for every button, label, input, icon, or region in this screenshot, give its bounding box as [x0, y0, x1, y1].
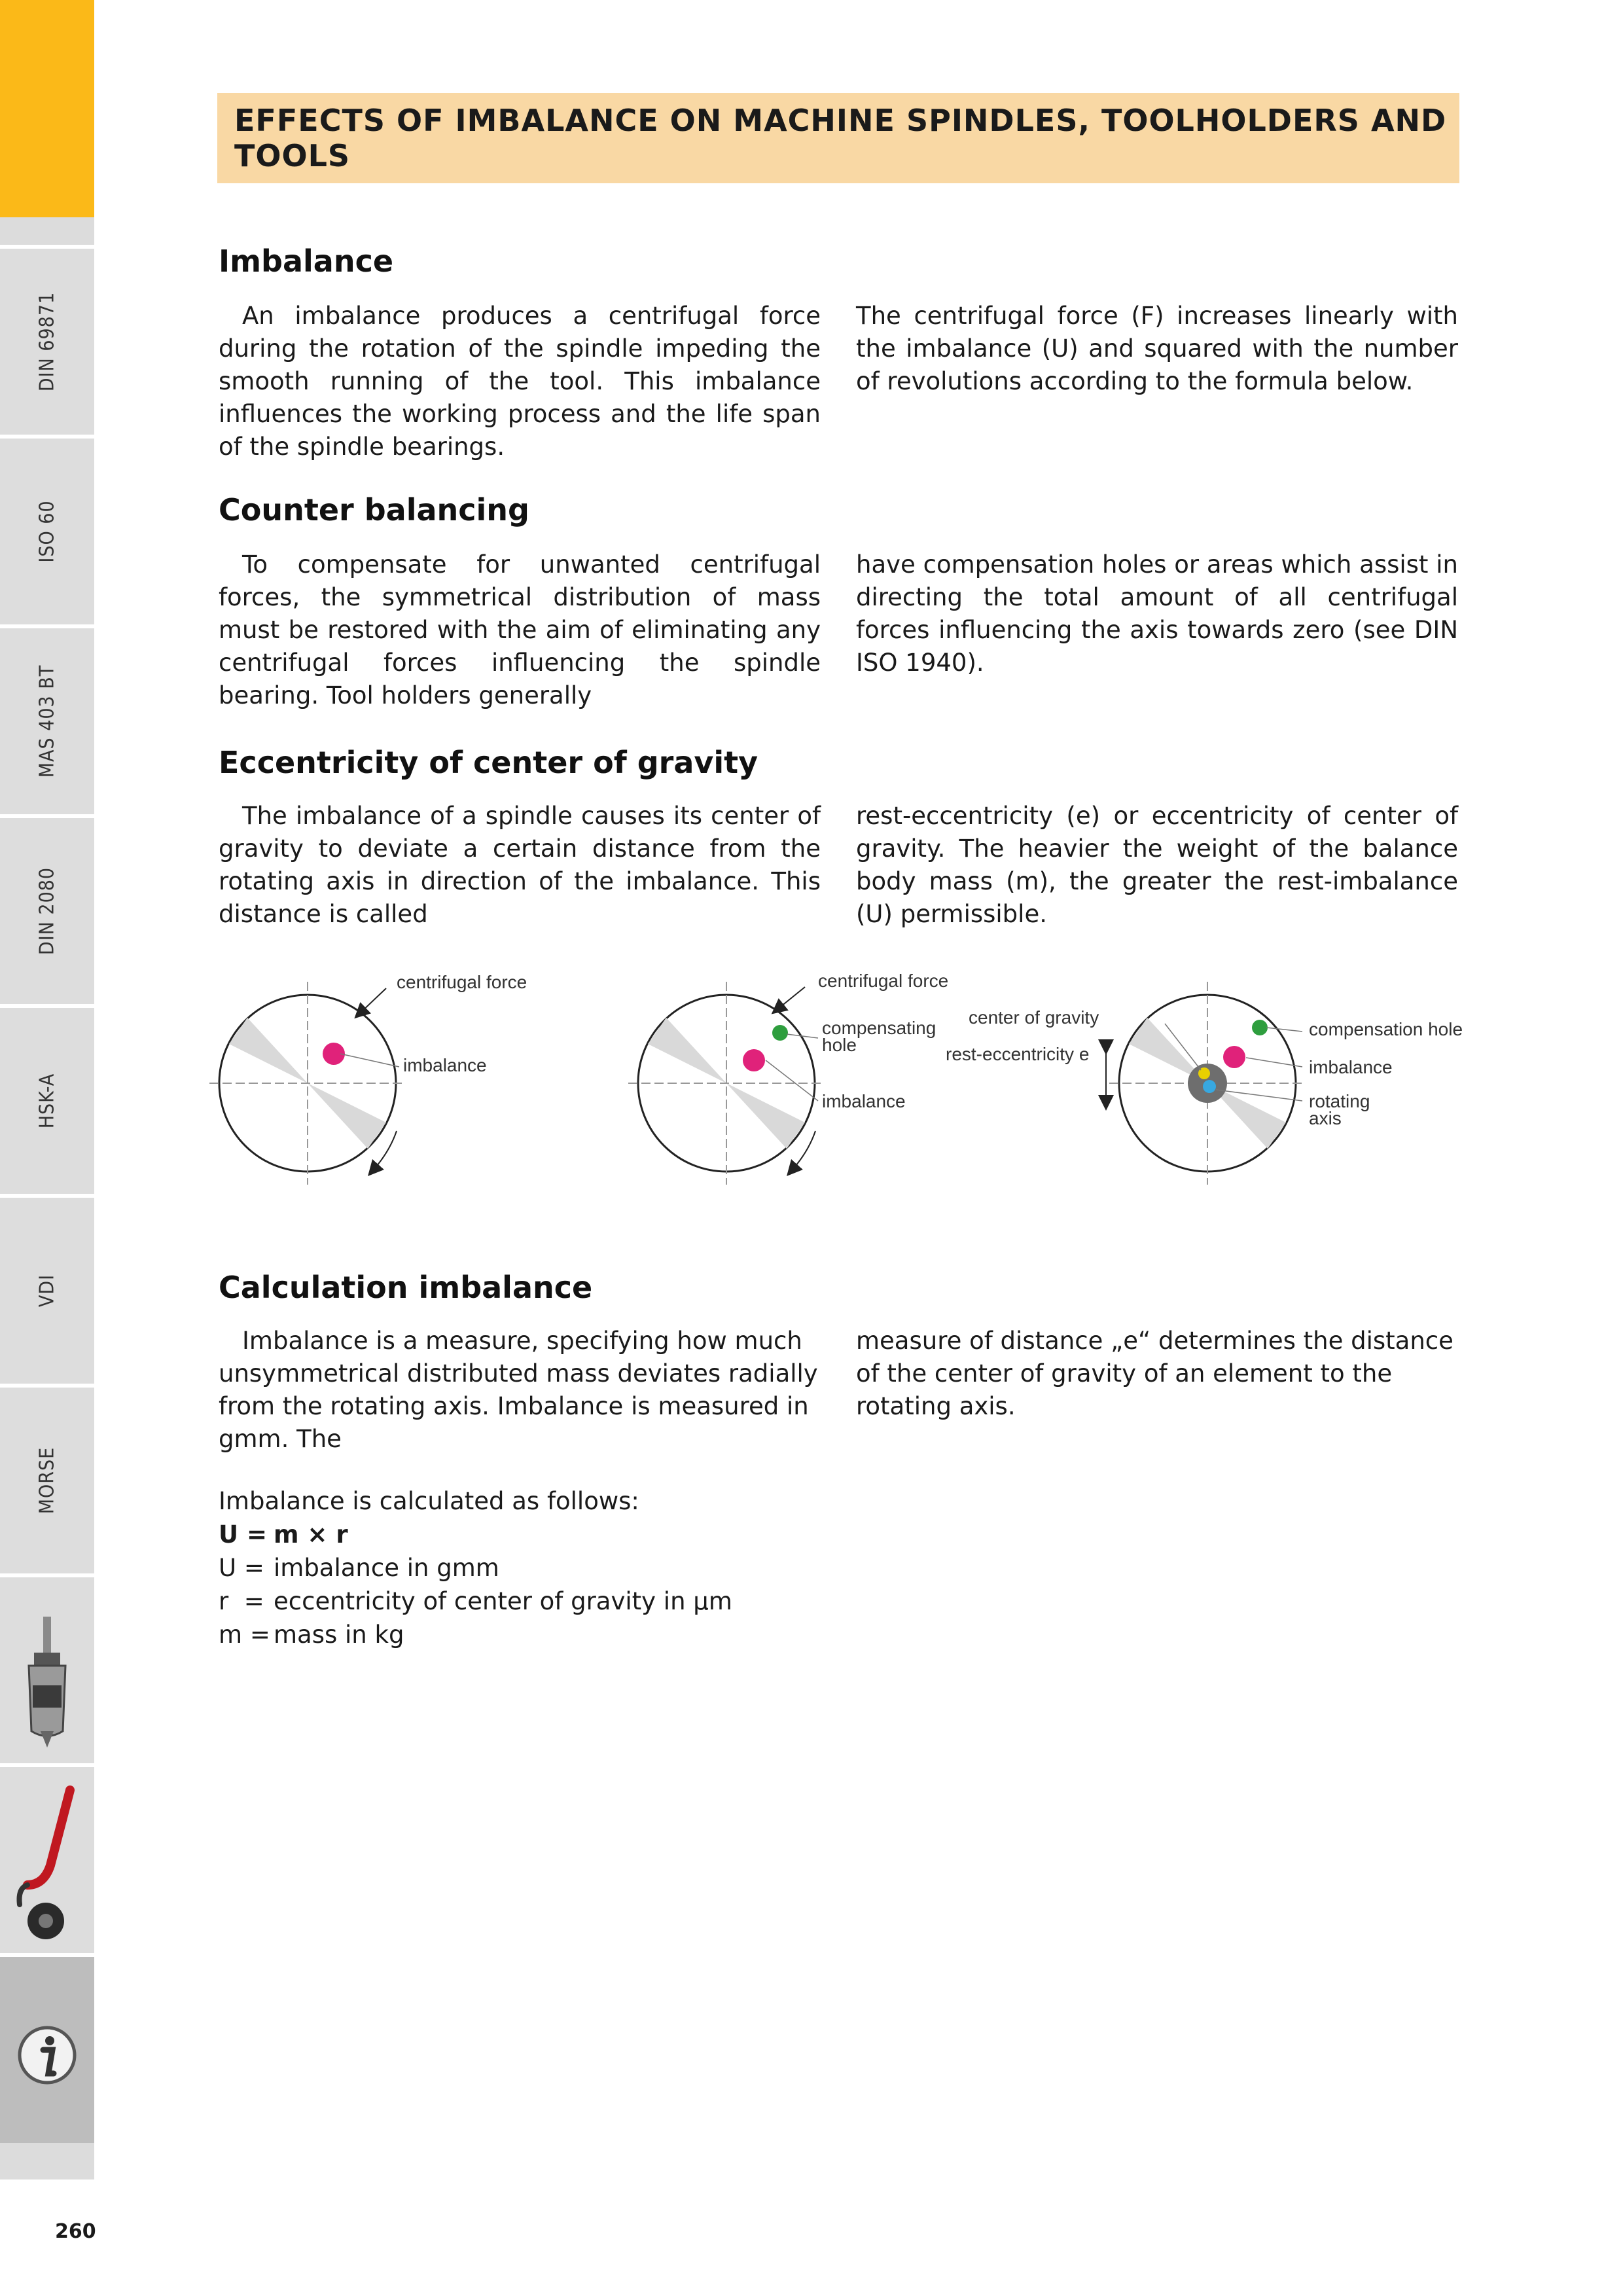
formula-row — [219, 1585, 732, 1618]
formula-symbol: U = — [219, 1520, 267, 1549]
diagram-3-label-rest-eccentricity: rest-eccentricity e — [946, 1044, 1090, 1064]
sidebar-tab-iso-60[interactable] — [0, 435, 94, 624]
sidebar-tab-mas-403-bt[interactable] — [0, 624, 94, 814]
eccentricity-text-left: The imbalance of a spindle causes its center of gravity to deviate a certain distance from the rotating axis in direction of the imbalance. This distance is called — [219, 802, 821, 928]
imbalance-diagrams — [209, 962, 1466, 1198]
imbalance-mass-icon — [743, 1049, 765, 1071]
sidebar-tab-info[interactable] — [0, 1953, 94, 2143]
formula-row — [219, 1551, 732, 1585]
page-banner — [217, 93, 1459, 183]
imbalance-text-right: The centrifugal force (F) increases linearly with the imbalance (U) and squared with the number of revolutions according to the formula below. — [856, 302, 1458, 395]
sidebar-tab-din-2080[interactable] — [0, 814, 94, 1004]
calculation-text-left: Imbalance is a measure, specifying how much unsymmetrical distributed mass deviates radially from the rotating axis. Imbalance is measured in gmm. The — [219, 1327, 818, 1453]
diagram-rest-eccentricity — [946, 982, 1463, 1185]
rotating-axis-icon — [1203, 1080, 1216, 1093]
section-title-eccentricity: Eccentricity of center of gravity — [219, 745, 758, 780]
sidebar-tab-wrench[interactable] — [0, 1763, 94, 1953]
counter-text-left: To compensate for unwanted centrifugal forces, the symmetrical distribution of mass must be restored with the aim of eliminating any centrifugal forces influencing the spindle bearing. Tool holders generally — [219, 550, 821, 709]
page-number: 260 — [55, 2220, 96, 2243]
sidebar-tab-label: MAS 403 BT — [35, 664, 59, 778]
formula-intro: Imbalance is calculated as follows: — [219, 1487, 639, 1515]
info-icon — [14, 1970, 80, 2140]
sidebar-tab-label: MORSE — [35, 1446, 59, 1515]
diagram-2-label-compensating: compensating — [822, 1018, 936, 1038]
diagram-compensating-hole — [628, 971, 948, 1185]
imbalance-formula — [219, 1484, 732, 1651]
diagram-3-label-axis: axis — [1309, 1108, 1342, 1128]
sidebar-tab-morse[interactable] — [0, 1384, 94, 1573]
formula-symbol: r = — [219, 1587, 264, 1615]
sidebar-tab-din-69871[interactable] — [0, 245, 94, 435]
page-title: EFFECTS OF IMBALANCE ON MACHINE SPINDLES, TOOLHOLDERS AND TOOLS — [234, 103, 1447, 173]
sidebar-tab-label: ISO 60 — [35, 500, 59, 563]
formula-text: imbalance in gmm — [274, 1554, 499, 1582]
counter-text-right: have compensation holes or areas which assist in directing the total amount of all centrifugal forces influencing the axis towards zero (see DIN ISO 1940). — [856, 550, 1458, 677]
sidebar-tab-label: VDI — [35, 1274, 59, 1308]
diagram-1-label-centrifugal-force: centrifugal force — [397, 972, 527, 992]
formula-text: mass in kg — [274, 1621, 404, 1649]
imbalance-text-left: An imbalance produces a centrifugal force during the rotation of the spindle impeding the smooth running of the tool. This imbalance influences the working process and the life span of the spindle bearings. — [219, 302, 821, 461]
drill-chuck-icon — [14, 1590, 80, 1754]
sidebar-tab-label: HSK-A — [35, 1073, 59, 1129]
sidebar-navigation — [0, 0, 94, 2179]
diagram-imbalance — [209, 972, 527, 1185]
calculation-text-right: measure of distance „e“ determines the distance of the center of gravity of an element to the rotating axis. — [856, 1327, 1454, 1420]
diagram-3-label-imbalance: imbalance — [1309, 1057, 1393, 1077]
diagram-3-label-center-of-gravity: center of gravity — [969, 1007, 1099, 1028]
wrench-icon — [14, 1780, 80, 1950]
sidebar-tab-label: DIN 69871 — [35, 291, 59, 392]
compensation-hole-icon — [1252, 1020, 1268, 1035]
sidebar-tab-drill-chuck[interactable] — [0, 1573, 94, 1763]
sidebar-tab-hsk-a[interactable] — [0, 1004, 94, 1194]
sidebar-tab-vdi[interactable] — [0, 1194, 94, 1384]
diagram-3-label-rotating: rotating — [1309, 1091, 1370, 1111]
section-title-calculation-imbalance: Calculation imbalance — [219, 1270, 593, 1305]
section-title-imbalance: Imbalance — [219, 243, 394, 279]
formula-symbol: U = — [219, 1554, 264, 1582]
sidebar-tab-label: DIN 2080 — [35, 867, 59, 956]
formula-symbol: m = — [219, 1621, 270, 1649]
diagram-3-label-compensation-hole: compensation hole — [1309, 1019, 1463, 1039]
diagram-2-label-centrifugal-force: centrifugal force — [818, 971, 949, 991]
formula-row — [219, 1518, 732, 1551]
compensation-hole-icon — [772, 1025, 788, 1041]
formula-row — [219, 1618, 732, 1651]
diagram-2-label-imbalance: imbalance — [822, 1091, 906, 1111]
section-title-counter-balancing: Counter balancing — [219, 492, 529, 528]
imbalance-mass-icon — [1223, 1046, 1245, 1068]
eccentricity-text-right: rest-eccentricity (e) or eccentricity of center of gravity. The heavier the weight of the balance body mass (m), the greater the rest-imbalance (U) permissible. — [856, 802, 1458, 928]
diagram-2-label-hole: hole — [822, 1035, 857, 1055]
diagram-1-label-imbalance: imbalance — [403, 1055, 487, 1075]
formula-text: m × r — [274, 1520, 348, 1549]
accent-block — [0, 0, 94, 217]
formula-text: eccentricity of center of gravity in µm — [274, 1587, 732, 1615]
